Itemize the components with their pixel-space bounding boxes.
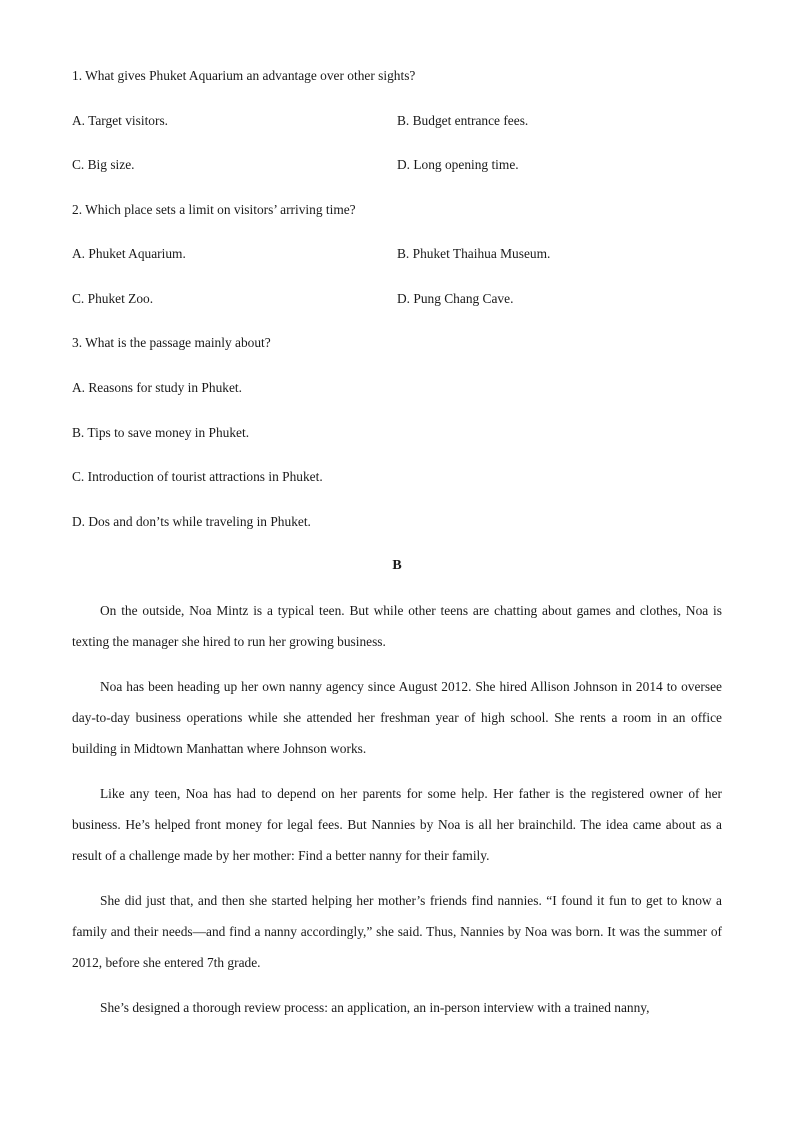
question-2-option-a: A. Phuket Aquarium. [72,246,186,261]
passage-paragraph-4: She did just that, and then she started helping her mother’s friends find nannies. “I found it fun to get to know a family and their needs—and find a nanny accordingly,” she said. Thus, Nannies by Noa was born. It was the summer of 2012, before she entered 7th grade. [72,893,722,971]
question-1-option-d: D. Long opening time. [397,157,519,172]
question-2-stem: 2. Which place sets a limit on visitors’ arriving time? [72,202,356,217]
passage-paragraph-2: Noa has been heading up her own nanny agency since August 2012. She hired Allison Johnson in 2014 to oversee day-to-day business operations while she attended her freshman year of high school. She rents a room in an office building in Midtown Manhattan where Johnson works. [72,679,722,757]
question-1-option-b: B. Budget entrance fees. [397,113,529,128]
question-3-option-b: B. Tips to save money in Phuket. [72,425,250,440]
question-3-option-d: D. Dos and don’ts while traveling in Phuket. [72,514,311,529]
question-1-stem: 1. What gives Phuket Aquarium an advantage over other sights? [72,68,416,83]
passage-paragraph-3: Like any teen, Noa has had to depend on her parents for some help. Her father is the registered owner of her business. He’s helped front money for legal fees. But Nannies by Noa is all her brainchild. The idea came about as a result of a challenge made by her mother: Find a better nanny for their family. [72,786,722,864]
question-3-option-c: C. Introduction of tourist attractions in Phuket. [72,469,323,484]
question-1-option-a: A. Target visitors. [72,113,169,128]
question-3-stem: 3. What is the passage mainly about? [72,335,271,350]
question-3-option-a: A. Reasons for study in Phuket. [72,380,242,395]
question-2-option-b: B. Phuket Thaihua Museum. [397,246,551,261]
question-1-option-c: C. Big size. [72,157,135,172]
question-2-option-d: D. Pung Chang Cave. [397,291,514,306]
passage-paragraph-5: She’s designed a thorough review process: an application, an in-person interview with a trained nanny, [100,1000,650,1015]
section-b-heading: B [392,558,402,573]
passage-paragraph-1: On the outside, Noa Mintz is a typical teen. But while other teens are chatting about games and clothes, Noa is texting the manager she hired to run her growing business. [72,603,722,650]
question-2-option-c: C. Phuket Zoo. [72,291,154,306]
